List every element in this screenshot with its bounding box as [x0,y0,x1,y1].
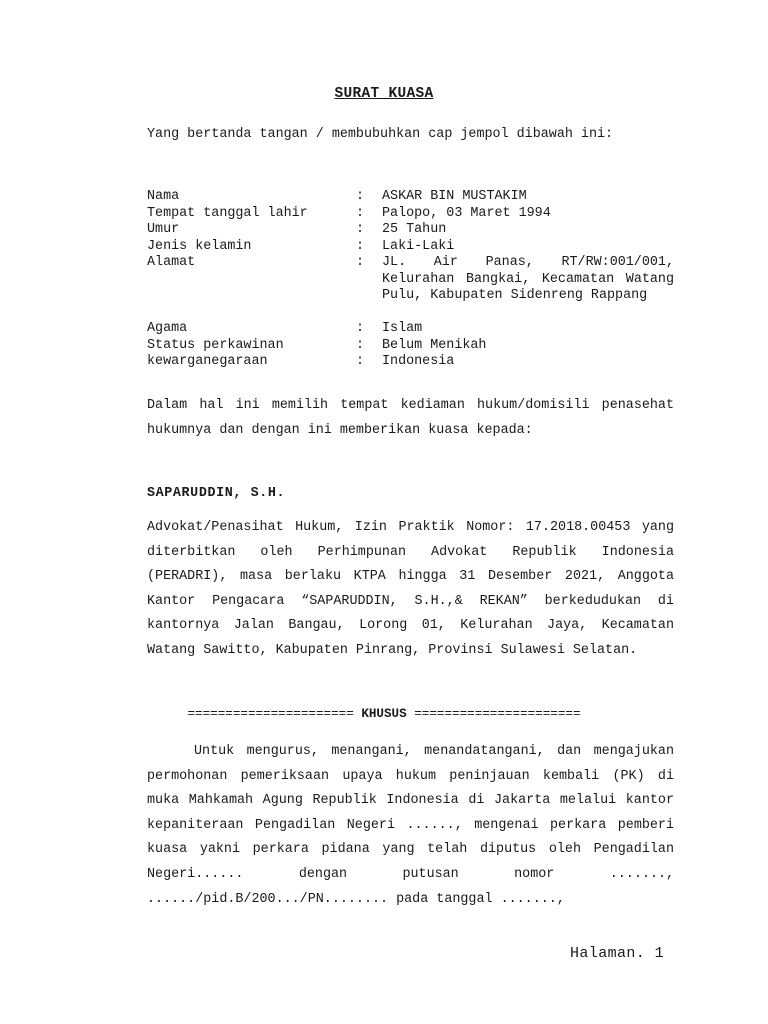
identity-colon: : [356,255,365,270]
page-number: Halaman. 1 [570,945,665,962]
separator-label: KHUSUS [361,707,407,721]
identity-row-status [147,338,674,355]
identity-value: Indonesia [382,354,455,369]
domicile-paragraph: Dalam hal ini memilih tempat kediaman hukum/domisili penasehat hukumnya dan dengan ini memberikan kuasa kepada: [147,398,674,438]
identity-row-umur [147,222,674,239]
intro-paragraph: Yang bertanda tangan / membubuhkan cap jempol dibawah ini: [147,127,614,142]
document-title: SURAT KUASA [334,86,434,102]
identity-row-nama [147,189,674,206]
identity-label: Agama [147,321,188,336]
identity-label: Status perkawinan [147,337,284,353]
identity-label: Tempat tanggal lahir [147,205,308,221]
identity-value: Laki-Laki [382,238,455,254]
identity-row-kewarganegaraan [147,354,674,371]
identity-value: Islam [382,321,423,336]
identity-row-agama [147,321,674,338]
identity-row-jenis-kelamin [147,239,674,256]
identity-label: Jenis kelamin [147,238,252,254]
identity-colon: : [356,205,365,221]
identity-value: ASKAR BIN MUSTAKIM [382,189,527,204]
identity-table [147,189,674,371]
separator-right: ====================== [414,707,581,721]
identity-label: Alamat [147,255,196,270]
identity-value: Belum Menikah [382,337,487,353]
attorney-name: SAPARUDDIN, S.H. [147,486,286,501]
separator-left: ====================== [187,707,354,721]
purpose-paragraph: Untuk mengurus, menangani, menandatangani, dan mengajukan permohonan pemeriksaan upaya hukum peninjauan kembali (PK) di muka Mahkamah Agung Republik Indonesia di Jakarta melalui kantor kepaniteraan Pengadilan Negeri ......, mengenai perkara pemberi kuasa yakni perkara pidana yang telah diputus oleh Pengadilan Negeri...... dengan putusan nomor ......., ....../pid.B/200.../PN........ pada tanggal ......., [147,744,674,907]
identity-value-address: JL. Air Panas, RT/RW:001/001, Kelurahan Bangkai, Kecamatan Watang Pulu, Kabupaten Sidenreng Rappang [382,255,674,303]
identity-label: kewarganegaraan [147,354,268,369]
identity-colon: : [356,321,365,336]
identity-value: Palopo, 03 Maret 1994 [382,205,551,221]
khusus-separator [0,707,768,721]
identity-colon: : [356,222,365,237]
identity-colon: : [356,337,365,353]
identity-colon: : [356,238,365,254]
identity-colon: : [356,189,365,204]
identity-colon: : [356,354,365,369]
identity-row-ttl [147,206,674,223]
identity-label: Nama [147,189,180,204]
identity-label: Umur [147,222,180,237]
identity-row-alamat [147,255,674,321]
identity-value: 25 Tahun [382,222,447,237]
attorney-description: Advokat/Penasihat Hukum, Izin Praktik Nomor: 17.2018.00453 yang diterbitkan oleh Perhimpunan Advokat Republik Indonesia (PERADRI), masa berlaku KTPA hingga 31 Desember 2021, Anggota Kantor Pengacara “SAPARUDDIN, S.H.,& REKAN” berkedudukan di kantornya Jalan Bangau, Lorong 01, Kelurahan Jaya, Kecamatan Watang Sawitto, Kabupaten Pinrang, Provinsi Sulawesi Selatan. [147,520,674,658]
